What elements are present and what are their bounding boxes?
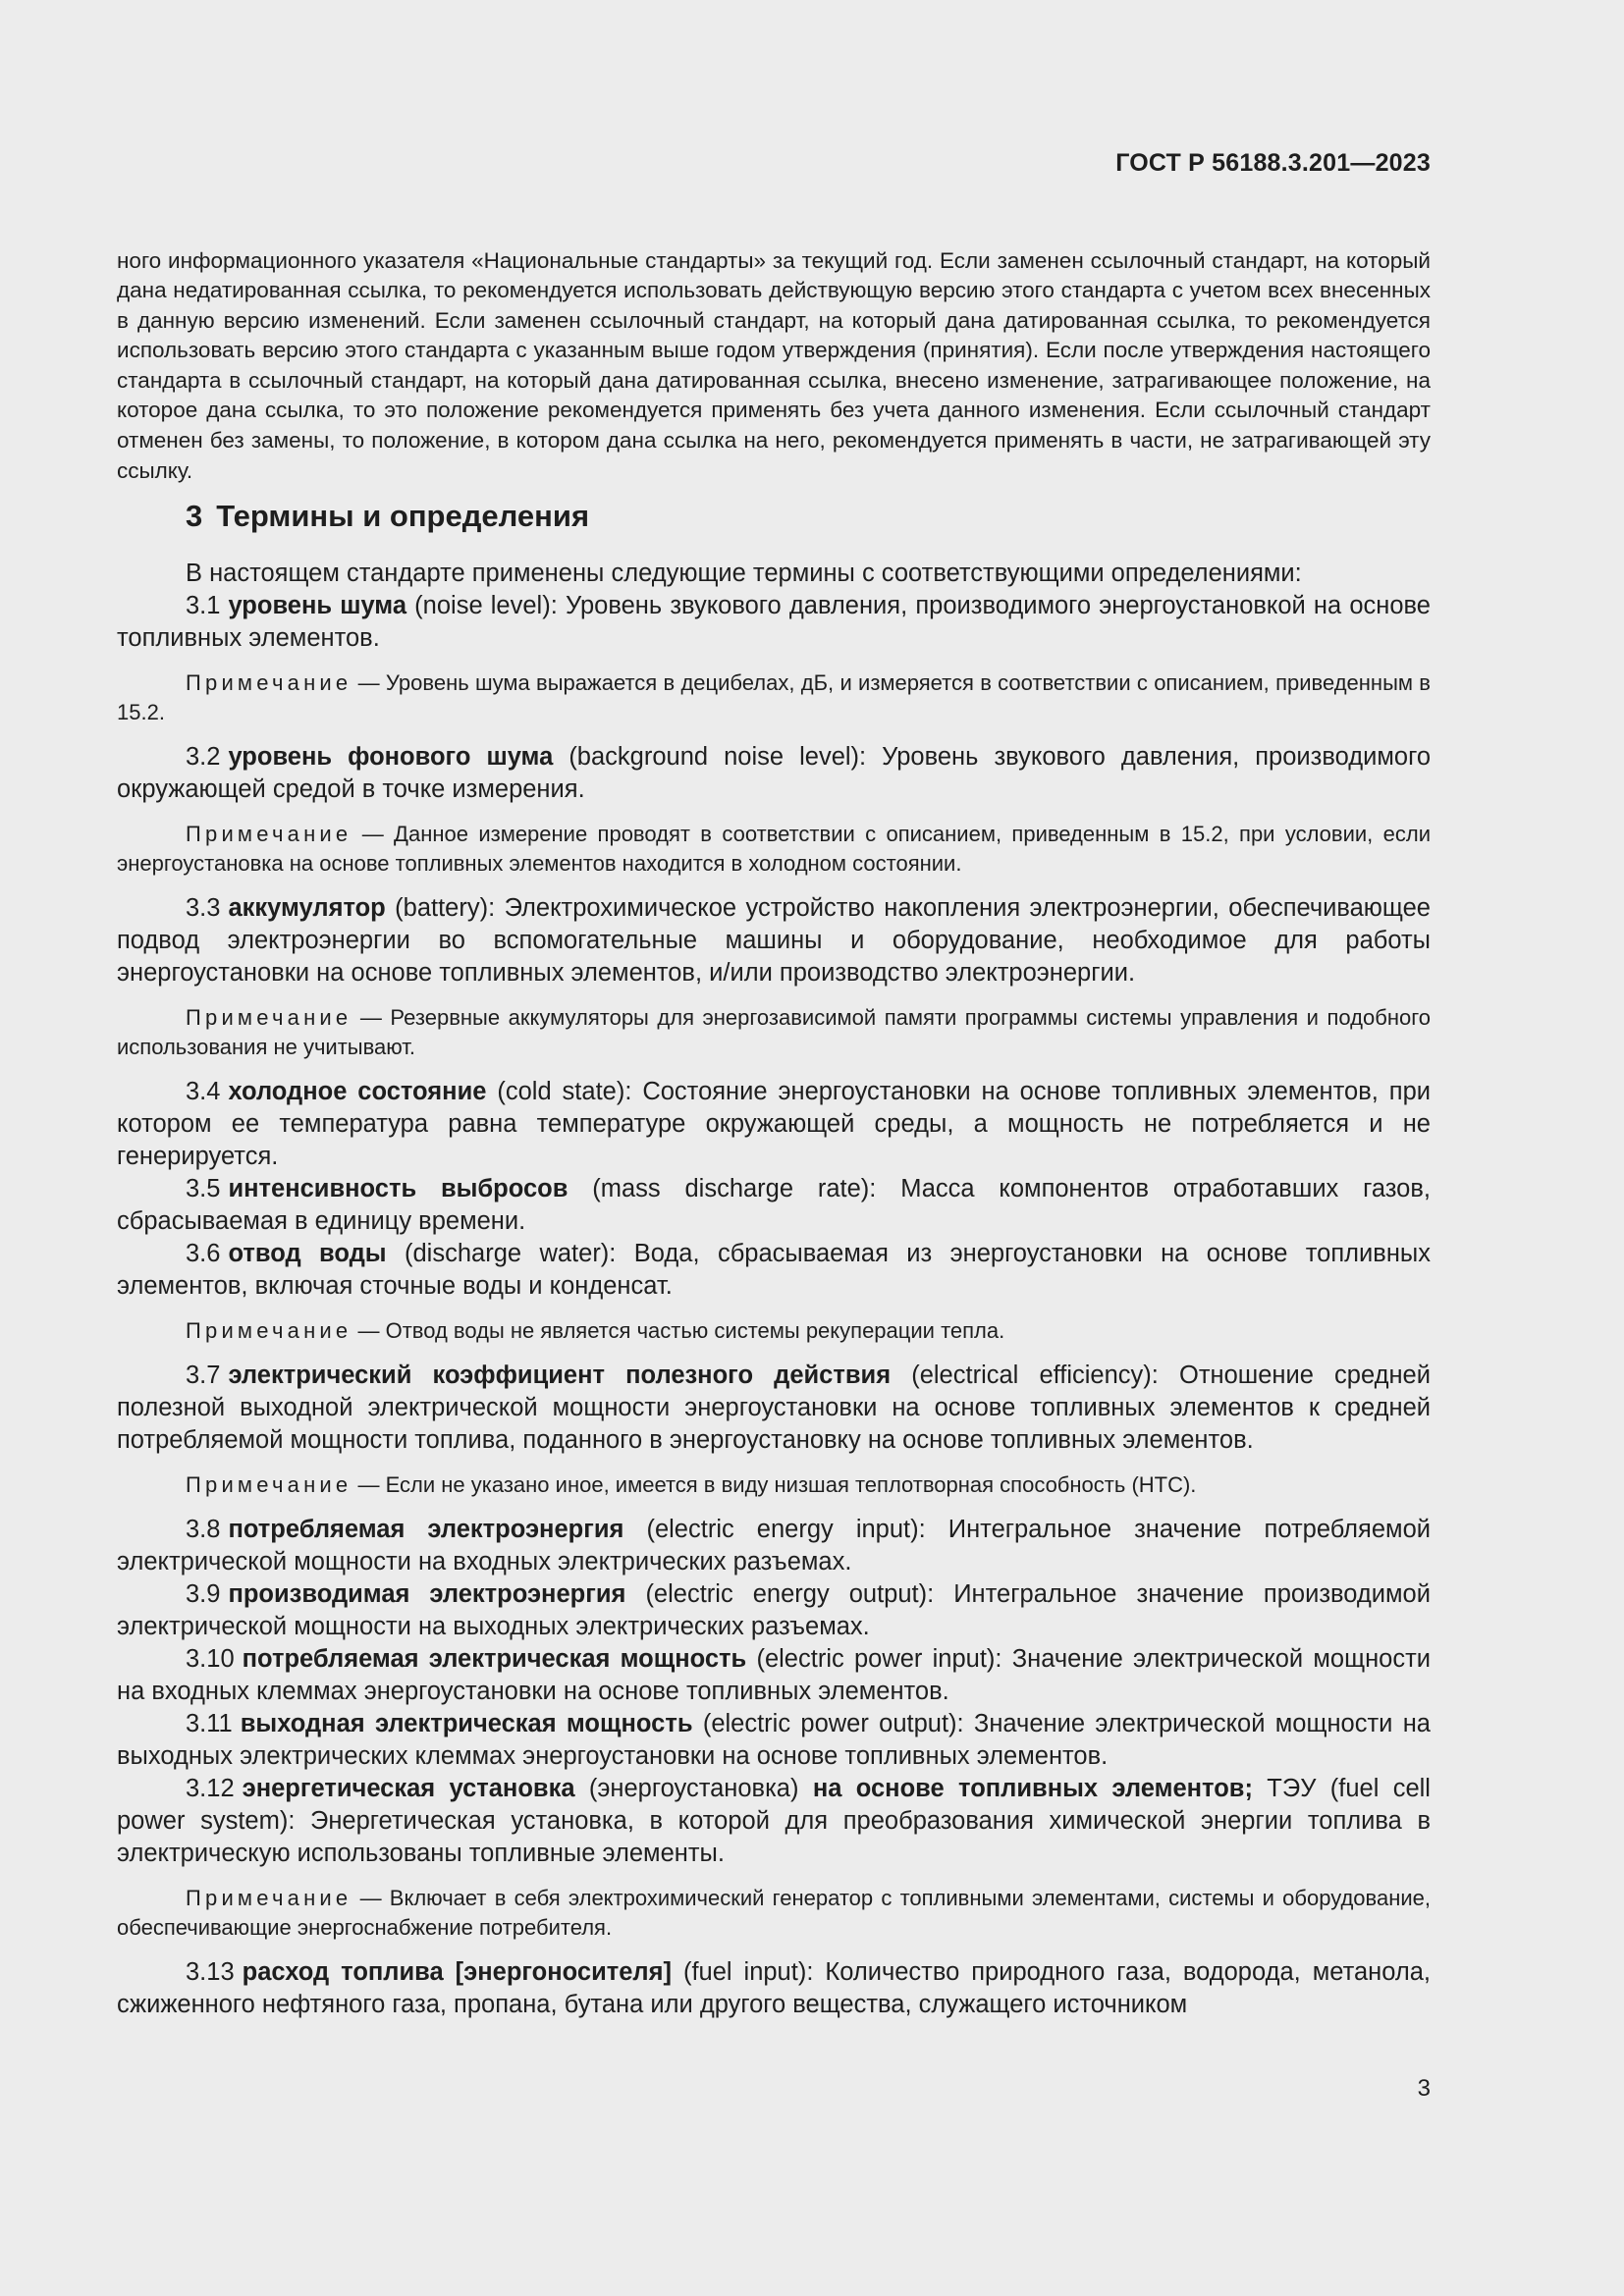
term-definition: (cold state): Состояние энергоустановки на основе топливных элементов, при котором ее температура равна температуре окружающей среды, а мощность не потребляется и не генерируется. [117,1078,1431,1170]
note-text: — Данное измерение проводят в соответствии с описанием, приведенным в 15.2, при условии, если энергоустановка на основе топливных элементов находится в холодном состоянии. [117,822,1431,876]
term-definition: (electric power input): Значение электрической мощности на входных клеммах энергоустановки на основе топливных элементов. [117,1645,1432,1705]
section-title [186,499,589,534]
page-number: 3 [1417,2075,1431,2102]
lead-paragraph: В настоящем стандарте применены следующие термины с соответствующими определениями: [186,560,1302,587]
note-3-7 [117,1470,1431,1500]
term-number: 3.4 [186,1078,221,1105]
term-title: энергетическая установка [242,1775,575,1802]
term-definition: (mass discharge rate): Масса компонентов отработавших газов, сбрасываемая в единицу времени. [117,1175,1431,1235]
note-label: Примечание [186,822,352,846]
term-title: потребляемая электроэнергия [228,1516,624,1543]
term-title: выходная электрическая мощность [240,1710,693,1737]
term-title: расход топлива [энергоносителя] [242,1958,672,1986]
note-3-12 [117,1884,1431,1943]
term-3-13 [117,1956,1431,2021]
term-definition: (discharge water): Вода, сбрасываемая из энергоустановки на основе топливных элементов, включая сточные воды и конденсат. [117,1240,1431,1300]
term-number: 3.13 [186,1958,235,1986]
term-number: 3.12 [186,1775,235,1802]
term-3-1 [117,590,1431,655]
term-title: аккумулятор [228,894,386,922]
note-label: Примечание [186,1005,352,1030]
note-3-6 [117,1316,1431,1346]
note-label: Примечание [186,1318,352,1343]
note-3-2 [117,820,1431,879]
term-title: интенсивность выбросов [228,1175,568,1202]
term-3-8 [117,1514,1431,1578]
term-number: 3.9 [186,1580,221,1608]
term-number: 3.5 [186,1175,221,1202]
term-3-7 [117,1360,1431,1457]
term-definition: (electric power output): Значение электрической мощности на выходных электрических клеммах энергоустановки на основе топливных элементов. [117,1710,1431,1770]
term-number: 3.8 [186,1516,221,1543]
term-number: 3.3 [186,894,221,922]
document-page [117,0,1431,2296]
term-3-6 [117,1238,1431,1303]
note-3-3 [117,1003,1431,1062]
term-definition: (fuel input): Количество природного газа, водорода, метанола, сжиженного нефтяного газа, пропана, бутана или другого вещества, служащего источником [117,1958,1431,2018]
section-title-text: Термины и определения [216,499,590,533]
term-number: 3.7 [186,1362,221,1389]
term-definition: (electric energy input): Интегральное значение потребляемой электрической мощности на входных электрических разъемах. [117,1516,1432,1575]
term-3-9 [117,1578,1431,1643]
term-3-2 [117,741,1431,806]
term-definition: (noise level): Уровень звукового давления, производимого энергоустановкой на основе топливных элементов. [117,592,1431,652]
term-title: потребляемая электрическая мощность [242,1645,747,1673]
term-3-12 [117,1773,1431,1870]
note-text: — Резервные аккумуляторы для энергозависимой памяти программы системы управления и подобного использования не учитывают. [117,1005,1431,1059]
note-text: — Если не указано иное, имеется в виду низшая теплотворная способность (НТС). [357,1472,1197,1497]
term-definition: ТЭУ (fuel cell power system): Энергетическая установка, в которой для преобразования химической энергии топлива в электрическую использованы топливные элементы. [117,1775,1431,1867]
term-number: 3.6 [186,1240,221,1267]
term-definition: (background noise level): Уровень звукового давления, производимого окружающей средой в точке измерения. [117,743,1431,803]
term-title: производимая электроэнергия [228,1580,626,1608]
term-number: 3.11 [186,1710,233,1737]
term-3-11 [117,1708,1431,1773]
term-definition: (electric energy output): Интегральное значение производимой электрической мощности на выходных электрических разъемах. [117,1580,1431,1640]
term-title: уровень шума [228,592,407,619]
term-number: 3.1 [186,592,221,619]
note-text: — Уровень шума выражается в децибелах, дБ, и измеряется в соответствии с описанием, приведенным в 15.2. [117,670,1431,724]
note-3-1 [117,668,1431,727]
note-label: Примечание [186,1472,352,1497]
term-definition: (battery): Электрохимическое устройство накопления электроэнергии, обеспечивающее подвод электроэнергии во вспомогательные машины и оборудование, необходимое для работы энергоустановки на основе топливных элементов, и/или производство электроэнергии. [117,894,1431,987]
term-number: 3.2 [186,743,221,771]
section-body [117,558,1431,2021]
note-label: Примечание [186,670,352,695]
term-3-10 [117,1643,1431,1708]
section-number: 3 [186,499,203,533]
document-header: ГОСТ Р 56188.3.201—2023 [1115,149,1431,177]
term-title-continued: на основе топливных элементов; [812,1775,1253,1802]
intro-paragraph: ного информационного указателя «Национальные стандарты» за текущий год. Если заменен ссылочный стандарт, на который дана недатированная ссылка, то рекомендуется использовать действующую версию этого стандарта с учетом всех внесенных в данную версию изменений. Если заменен ссылочный стандарт, на который дана датированная ссылка, то рекомендуется использовать версию этого стандарта с указанным выше годом утверждения (принятия). Если после утверждения настоящего стандарта в ссылочный стандарт, на который дана датированная ссылка, внесено изменение, затрагивающее положение, на которое дана ссылка, то это положение рекомендуется применять без учета данного изменения. Если ссылочный стандарт отменен без замены, то положение, в котором дана ссылка на него, рекомендуется применять в части, не затрагивающей эту ссылку. [117,247,1431,483]
term-title: электрический коэффициент полезного действия [228,1362,892,1389]
note-text: — Отвод воды не является частью системы рекуперации тепла. [357,1318,1005,1343]
term-number: 3.10 [186,1645,235,1673]
term-synonym: (энергоустановка) [588,1775,799,1802]
note-text: — Включает в себя электрохимический генератор с топливными элементами, системы и оборудование, обеспечивающие энергоснабжение потребителя. [117,1886,1431,1940]
term-3-3 [117,892,1431,989]
term-3-4 [117,1076,1431,1173]
term-title: холодное состояние [228,1078,487,1105]
note-label: Примечание [186,1886,352,1910]
term-definition: (electrical efficiency): Отношение средней полезной выходной электрической мощности энергоустановки на основе топливных элементов к средней потребляемой мощности топлива, поданного в энергоустановку на основе топливных элементов. [117,1362,1431,1454]
term-title: уровень фонового шума [228,743,554,771]
term-3-5 [117,1173,1431,1238]
term-title: отвод воды [228,1240,387,1267]
